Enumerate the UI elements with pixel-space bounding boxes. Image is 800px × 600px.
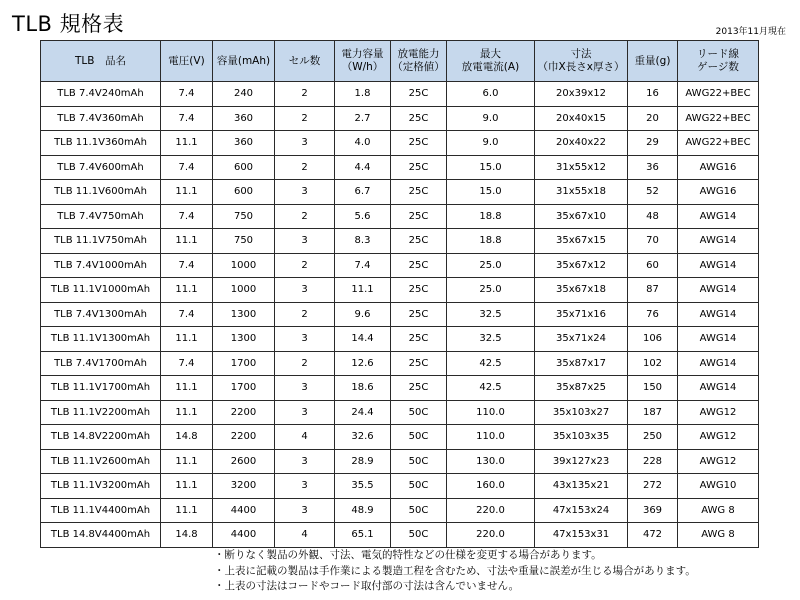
- weight-cell: 20: [628, 106, 678, 131]
- max-current-cell: 18.8: [447, 204, 535, 229]
- date-label: 2013年11月現在: [715, 27, 786, 37]
- voltage-cell: 7.4: [161, 253, 213, 278]
- capacity-cell: 2600: [213, 449, 275, 474]
- energy-cell: 8.3: [335, 229, 391, 254]
- discharge-rate-cell: 25C: [391, 180, 447, 205]
- capacity-cell: 2200: [213, 425, 275, 450]
- energy-cell: 12.6: [335, 351, 391, 376]
- discharge-rate-cell: 25C: [391, 106, 447, 131]
- weight-cell: 472: [628, 523, 678, 548]
- table-row: [41, 278, 759, 303]
- table-row: [41, 204, 759, 229]
- table-row: [41, 498, 759, 523]
- cell-count-cell: 3: [275, 400, 335, 425]
- header-cell-count: セル数: [275, 41, 335, 82]
- lead-gauge-cell: AWG12: [678, 400, 759, 425]
- header-product-name: TLB 品名: [41, 41, 161, 82]
- voltage-cell: 7.4: [161, 82, 213, 107]
- dimensions-cell: 35x67x15: [535, 229, 628, 254]
- product-name-cell: TLB 11.1V600mAh: [41, 180, 161, 205]
- capacity-cell: 750: [213, 204, 275, 229]
- product-name-cell: TLB 7.4V240mAh: [41, 82, 161, 107]
- weight-cell: 60: [628, 253, 678, 278]
- capacity-cell: 600: [213, 155, 275, 180]
- dimensions-cell: 35x67x18: [535, 278, 628, 303]
- max-current-cell: 32.5: [447, 302, 535, 327]
- discharge-rate-cell: 50C: [391, 498, 447, 523]
- discharge-rate-cell: 25C: [391, 253, 447, 278]
- max-current-cell: 32.5: [447, 327, 535, 352]
- weight-cell: 36: [628, 155, 678, 180]
- capacity-cell: 2200: [213, 400, 275, 425]
- table-row: [41, 302, 759, 327]
- cell-count-cell: 2: [275, 253, 335, 278]
- capacity-cell: 1700: [213, 376, 275, 401]
- discharge-rate-cell: 25C: [391, 278, 447, 303]
- lead-gauge-cell: AWG14: [678, 229, 759, 254]
- table-row: [41, 327, 759, 352]
- lead-gauge-cell: AWG14: [678, 351, 759, 376]
- lead-gauge-cell: AWG 8: [678, 523, 759, 548]
- cell-count-cell: 2: [275, 82, 335, 107]
- product-name-cell: TLB 11.1V1000mAh: [41, 278, 161, 303]
- dimensions-cell: 35x87x25: [535, 376, 628, 401]
- voltage-cell: 11.1: [161, 474, 213, 499]
- weight-cell: 150: [628, 376, 678, 401]
- dimensions-cell: 35x103x35: [535, 425, 628, 450]
- capacity-cell: 1700: [213, 351, 275, 376]
- lead-gauge-cell: AWG12: [678, 449, 759, 474]
- energy-cell: 11.1: [335, 278, 391, 303]
- capacity-cell: 240: [213, 82, 275, 107]
- dimensions-cell: 20x40x22: [535, 131, 628, 156]
- max-current-cell: 15.0: [447, 180, 535, 205]
- table-row: [41, 400, 759, 425]
- dimensions-cell: 39x127x23: [535, 449, 628, 474]
- discharge-rate-cell: 50C: [391, 425, 447, 450]
- lead-gauge-cell: AWG14: [678, 302, 759, 327]
- cell-count-cell: 2: [275, 351, 335, 376]
- capacity-cell: 360: [213, 131, 275, 156]
- energy-cell: 2.7: [335, 106, 391, 131]
- lead-gauge-cell: AWG16: [678, 155, 759, 180]
- lead-gauge-cell: AWG14: [678, 327, 759, 352]
- discharge-rate-cell: 25C: [391, 204, 447, 229]
- product-name-cell: TLB 11.1V4400mAh: [41, 498, 161, 523]
- energy-cell: 65.1: [335, 523, 391, 548]
- capacity-cell: 1000: [213, 253, 275, 278]
- voltage-cell: 7.4: [161, 106, 213, 131]
- header-energy: 電力容量 （W/h）: [335, 41, 391, 82]
- cell-count-cell: 4: [275, 425, 335, 450]
- capacity-cell: 3200: [213, 474, 275, 499]
- lead-gauge-cell: AWG22+BEC: [678, 82, 759, 107]
- weight-cell: 369: [628, 498, 678, 523]
- max-current-cell: 110.0: [447, 400, 535, 425]
- voltage-cell: 11.1: [161, 498, 213, 523]
- table-row: [41, 106, 759, 131]
- weight-cell: 48: [628, 204, 678, 229]
- voltage-cell: 11.1: [161, 278, 213, 303]
- discharge-rate-cell: 50C: [391, 523, 447, 548]
- lead-gauge-cell: AWG12: [678, 425, 759, 450]
- voltage-cell: 11.1: [161, 376, 213, 401]
- capacity-cell: 360: [213, 106, 275, 131]
- max-current-cell: 130.0: [447, 449, 535, 474]
- voltage-cell: 11.1: [161, 180, 213, 205]
- lead-gauge-cell: AWG 8: [678, 498, 759, 523]
- cell-count-cell: 3: [275, 376, 335, 401]
- max-current-cell: 42.5: [447, 376, 535, 401]
- weight-cell: 29: [628, 131, 678, 156]
- header-voltage: 電圧(V): [161, 41, 213, 82]
- product-name-cell: TLB 7.4V360mAh: [41, 106, 161, 131]
- energy-cell: 4.0: [335, 131, 391, 156]
- table-row: [41, 449, 759, 474]
- voltage-cell: 7.4: [161, 302, 213, 327]
- voltage-cell: 14.8: [161, 523, 213, 548]
- max-current-cell: 160.0: [447, 474, 535, 499]
- weight-cell: 87: [628, 278, 678, 303]
- max-current-cell: 25.0: [447, 278, 535, 303]
- cell-count-cell: 3: [275, 229, 335, 254]
- energy-cell: 14.4: [335, 327, 391, 352]
- lead-gauge-cell: AWG14: [678, 204, 759, 229]
- header-weight: 重量(g): [628, 41, 678, 82]
- cell-count-cell: 2: [275, 204, 335, 229]
- dimensions-cell: 35x67x12: [535, 253, 628, 278]
- discharge-rate-cell: 25C: [391, 351, 447, 376]
- weight-cell: 102: [628, 351, 678, 376]
- table-body: [41, 82, 759, 548]
- table-row: [41, 253, 759, 278]
- energy-cell: 35.5: [335, 474, 391, 499]
- product-name-cell: TLB 11.1V750mAh: [41, 229, 161, 254]
- product-name-cell: TLB 7.4V1000mAh: [41, 253, 161, 278]
- lead-gauge-cell: AWG14: [678, 253, 759, 278]
- header-discharge-rate: 放電能力 （定格値）: [391, 41, 447, 82]
- note-line: ・上表に記載の製品は手作業による製造工程を含むため、寸法や重量に誤差が生じる場合があります。: [214, 564, 696, 577]
- table-row: [41, 425, 759, 450]
- cell-count-cell: 3: [275, 474, 335, 499]
- notes: [214, 548, 696, 595]
- discharge-rate-cell: 25C: [391, 376, 447, 401]
- spec-table: [40, 40, 759, 548]
- weight-cell: 106: [628, 327, 678, 352]
- product-name-cell: TLB 14.8V2200mAh: [41, 425, 161, 450]
- max-current-cell: 42.5: [447, 351, 535, 376]
- product-name-cell: TLB 7.4V1300mAh: [41, 302, 161, 327]
- discharge-rate-cell: 25C: [391, 82, 447, 107]
- cell-count-cell: 4: [275, 523, 335, 548]
- lead-gauge-cell: AWG10: [678, 474, 759, 499]
- cell-count-cell: 3: [275, 449, 335, 474]
- header-lead-gauge: リード線 ゲージ数: [678, 41, 759, 82]
- energy-cell: 24.4: [335, 400, 391, 425]
- weight-cell: 272: [628, 474, 678, 499]
- voltage-cell: 11.1: [161, 229, 213, 254]
- discharge-rate-cell: 25C: [391, 131, 447, 156]
- weight-cell: 16: [628, 82, 678, 107]
- dimensions-cell: 47x153x24: [535, 498, 628, 523]
- product-name-cell: TLB 11.1V1300mAh: [41, 327, 161, 352]
- product-name-cell: TLB 11.1V2600mAh: [41, 449, 161, 474]
- weight-cell: 52: [628, 180, 678, 205]
- dimensions-cell: 35x71x16: [535, 302, 628, 327]
- weight-cell: 70: [628, 229, 678, 254]
- dimensions-cell: 35x103x27: [535, 400, 628, 425]
- max-current-cell: 9.0: [447, 131, 535, 156]
- voltage-cell: 11.1: [161, 400, 213, 425]
- energy-cell: 28.9: [335, 449, 391, 474]
- cell-count-cell: 3: [275, 327, 335, 352]
- energy-cell: 4.4: [335, 155, 391, 180]
- max-current-cell: 220.0: [447, 523, 535, 548]
- max-current-cell: 220.0: [447, 498, 535, 523]
- dimensions-cell: 20x39x12: [535, 82, 628, 107]
- discharge-rate-cell: 50C: [391, 474, 447, 499]
- max-current-cell: 9.0: [447, 106, 535, 131]
- header-dimensions: 寸法 （巾X長さx厚さ）: [535, 41, 628, 82]
- cell-count-cell: 2: [275, 155, 335, 180]
- table-row: [41, 229, 759, 254]
- capacity-cell: 750: [213, 229, 275, 254]
- capacity-cell: 1300: [213, 302, 275, 327]
- cell-count-cell: 3: [275, 498, 335, 523]
- page-title: TLB 規格表: [12, 12, 125, 36]
- product-name-cell: TLB 11.1V360mAh: [41, 131, 161, 156]
- energy-cell: 5.6: [335, 204, 391, 229]
- energy-cell: 18.6: [335, 376, 391, 401]
- header-capacity: 容量(mAh): [213, 41, 275, 82]
- max-current-cell: 110.0: [447, 425, 535, 450]
- dimensions-cell: 35x87x17: [535, 351, 628, 376]
- discharge-rate-cell: 50C: [391, 449, 447, 474]
- product-name-cell: TLB 11.1V2200mAh: [41, 400, 161, 425]
- dimensions-cell: 47x153x31: [535, 523, 628, 548]
- note-line: ・断りなく製品の外観、寸法、電気的特性などの仕様を変更する場合があります。: [214, 549, 602, 561]
- voltage-cell: 11.1: [161, 327, 213, 352]
- lead-gauge-cell: AWG14: [678, 376, 759, 401]
- capacity-cell: 4400: [213, 523, 275, 548]
- cell-count-cell: 3: [275, 131, 335, 156]
- discharge-rate-cell: 25C: [391, 327, 447, 352]
- dimensions-cell: 43x135x21: [535, 474, 628, 499]
- discharge-rate-cell: 50C: [391, 400, 447, 425]
- capacity-cell: 600: [213, 180, 275, 205]
- lead-gauge-cell: AWG22+BEC: [678, 106, 759, 131]
- table-header-row: [41, 41, 759, 82]
- product-name-cell: TLB 7.4V1700mAh: [41, 351, 161, 376]
- dimensions-cell: 31x55x18: [535, 180, 628, 205]
- table-row: [41, 351, 759, 376]
- capacity-cell: 4400: [213, 498, 275, 523]
- table-row: [41, 131, 759, 156]
- cell-count-cell: 3: [275, 278, 335, 303]
- weight-cell: 76: [628, 302, 678, 327]
- product-name-cell: TLB 14.8V4400mAh: [41, 523, 161, 548]
- dimensions-cell: 35x71x24: [535, 327, 628, 352]
- energy-cell: 9.6: [335, 302, 391, 327]
- max-current-cell: 25.0: [447, 253, 535, 278]
- lead-gauge-cell: AWG22+BEC: [678, 131, 759, 156]
- voltage-cell: 11.1: [161, 449, 213, 474]
- table-row: [41, 474, 759, 499]
- table-row: [41, 376, 759, 401]
- cell-count-cell: 2: [275, 302, 335, 327]
- note-line: ・上表の寸法はコードやコード取付部の寸法は含んでいません。: [214, 580, 520, 592]
- product-name-cell: TLB 7.4V750mAh: [41, 204, 161, 229]
- table-row: [41, 155, 759, 180]
- energy-cell: 7.4: [335, 253, 391, 278]
- voltage-cell: 11.1: [161, 131, 213, 156]
- capacity-cell: 1000: [213, 278, 275, 303]
- voltage-cell: 7.4: [161, 204, 213, 229]
- voltage-cell: 14.8: [161, 425, 213, 450]
- max-current-cell: 15.0: [447, 155, 535, 180]
- capacity-cell: 1300: [213, 327, 275, 352]
- max-current-cell: 18.8: [447, 229, 535, 254]
- voltage-cell: 7.4: [161, 351, 213, 376]
- dimensions-cell: 20x40x15: [535, 106, 628, 131]
- max-current-cell: 6.0: [447, 82, 535, 107]
- table-row: [41, 82, 759, 107]
- lead-gauge-cell: AWG14: [678, 278, 759, 303]
- dimensions-cell: 35x67x10: [535, 204, 628, 229]
- discharge-rate-cell: 25C: [391, 229, 447, 254]
- energy-cell: 1.8: [335, 82, 391, 107]
- product-name-cell: TLB 7.4V600mAh: [41, 155, 161, 180]
- voltage-cell: 7.4: [161, 155, 213, 180]
- energy-cell: 32.6: [335, 425, 391, 450]
- cell-count-cell: 2: [275, 106, 335, 131]
- discharge-rate-cell: 25C: [391, 155, 447, 180]
- dimensions-cell: 31x55x12: [535, 155, 628, 180]
- product-name-cell: TLB 11.1V3200mAh: [41, 474, 161, 499]
- table-row: [41, 180, 759, 205]
- weight-cell: 187: [628, 400, 678, 425]
- table-row: [41, 523, 759, 548]
- weight-cell: 228: [628, 449, 678, 474]
- energy-cell: 48.9: [335, 498, 391, 523]
- lead-gauge-cell: AWG16: [678, 180, 759, 205]
- discharge-rate-cell: 25C: [391, 302, 447, 327]
- cell-count-cell: 3: [275, 180, 335, 205]
- product-name-cell: TLB 11.1V1700mAh: [41, 376, 161, 401]
- header-max-current: 最大 放電電流(A): [447, 41, 535, 82]
- weight-cell: 250: [628, 425, 678, 450]
- energy-cell: 6.7: [335, 180, 391, 205]
